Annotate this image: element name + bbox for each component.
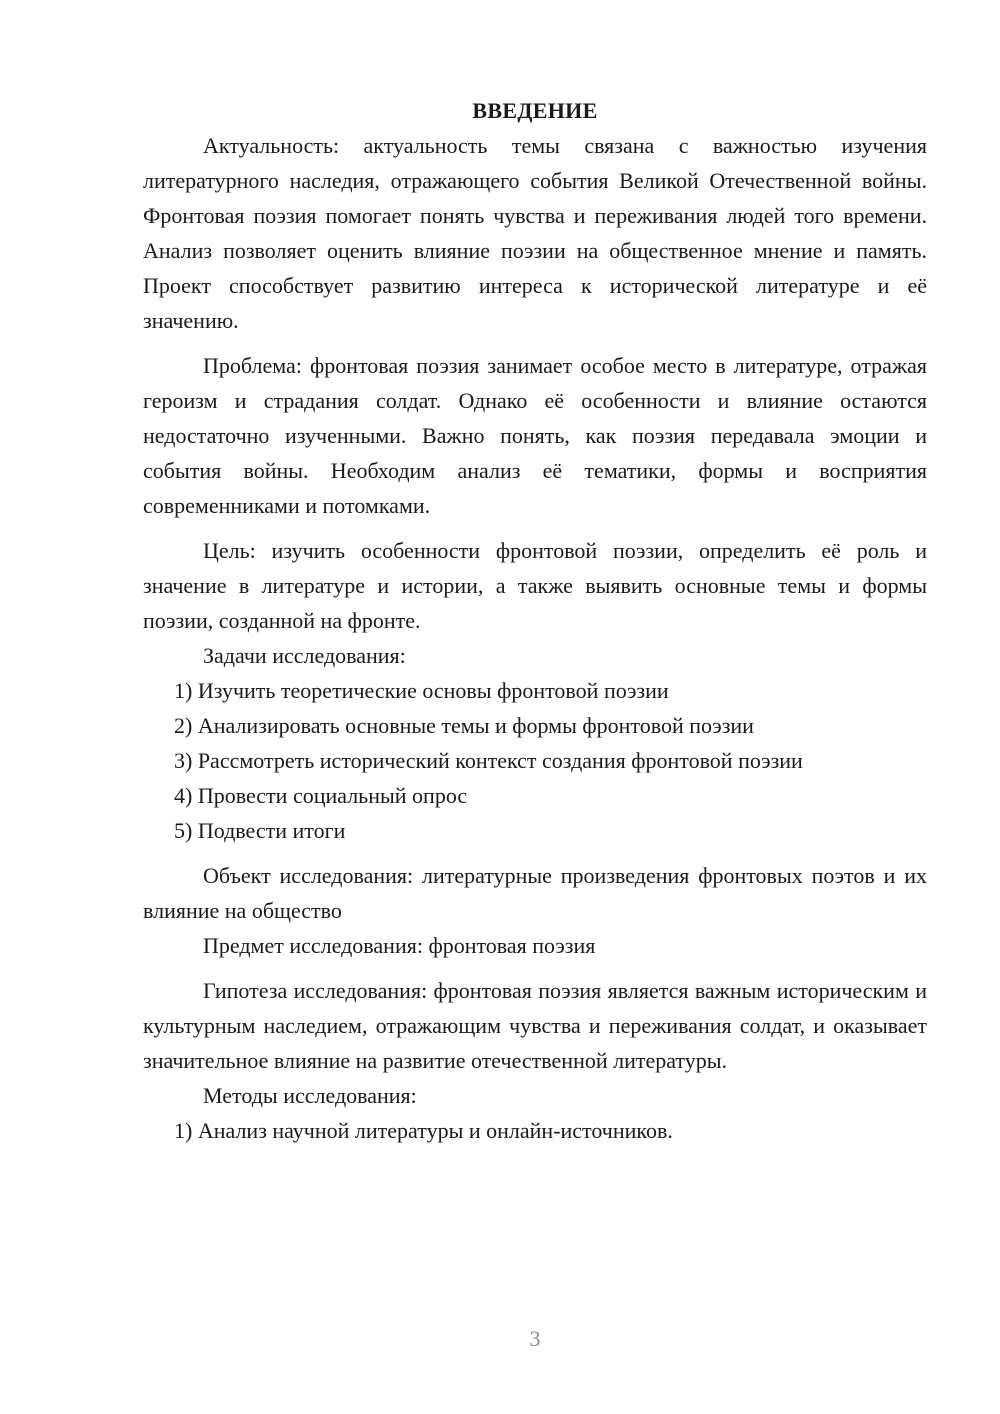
paragraph-problem: Проблема: фронтовая поэзия занимает особое место в литературе, отражая героизм и страдания солдат. Однако её особенности и влияние остаются недостаточно изученными. Важно понять, как поэзия передавала эмоции и события войны. Необходим анализ её тематики, формы и восприятия современниками и потомками.: [143, 353, 927, 518]
task-item: 5) Подвести итоги: [174, 818, 346, 843]
tasks-heading: Задачи исследования:: [203, 643, 406, 668]
paragraph-hypothesis: Гипотеза исследования: фронтовая поэзия является важным историческим и культурным наследием, отражающим чувства и переживания солдат, и оказывает значительное влияние на развитие отечественной литературы.: [143, 978, 927, 1073]
page-number: 3: [529, 1326, 541, 1351]
methods-heading: Методы исследования:: [203, 1083, 417, 1108]
paragraph-subject: Предмет исследования: фронтовая поэзия: [203, 933, 596, 958]
paragraph-goal: Цель: изучить особенности фронтовой поэзии, определить её роль и значение в литературе и истории, а также выявить основные темы и формы поэзии, созданной на фронте.: [143, 538, 927, 633]
paragraph-object: Объект исследования: литературные произведения фронтовых поэтов и их влияние на общество: [143, 863, 927, 923]
method-item: 1) Анализ научной литературы и онлайн-источников.: [174, 1118, 673, 1143]
task-item: 4) Провести социальный опрос: [174, 783, 468, 808]
paragraph-relevance: Актуальность: актуальность темы связана с важностью изучения литературного наследия, отражающего события Великой Отечественной войны. Фронтовая поэзия помогает понять чувства и переживания людей того времени. Анализ позволяет оценить влияние поэзии на общественное мнение и память. Проект способствует развитию интереса к исторической литературе и её значению.: [143, 133, 927, 333]
document-page: [143, 94, 927, 1148]
section-title: ВВЕДЕНИЕ: [472, 98, 598, 123]
task-item: 1) Изучить теоретические основы фронтовой поэзии: [174, 678, 669, 703]
task-item: 2) Анализировать основные темы и формы фронтовой поэзии: [174, 713, 754, 738]
task-item: 3) Рассмотреть исторический контекст создания фронтовой поэзии: [174, 748, 803, 773]
